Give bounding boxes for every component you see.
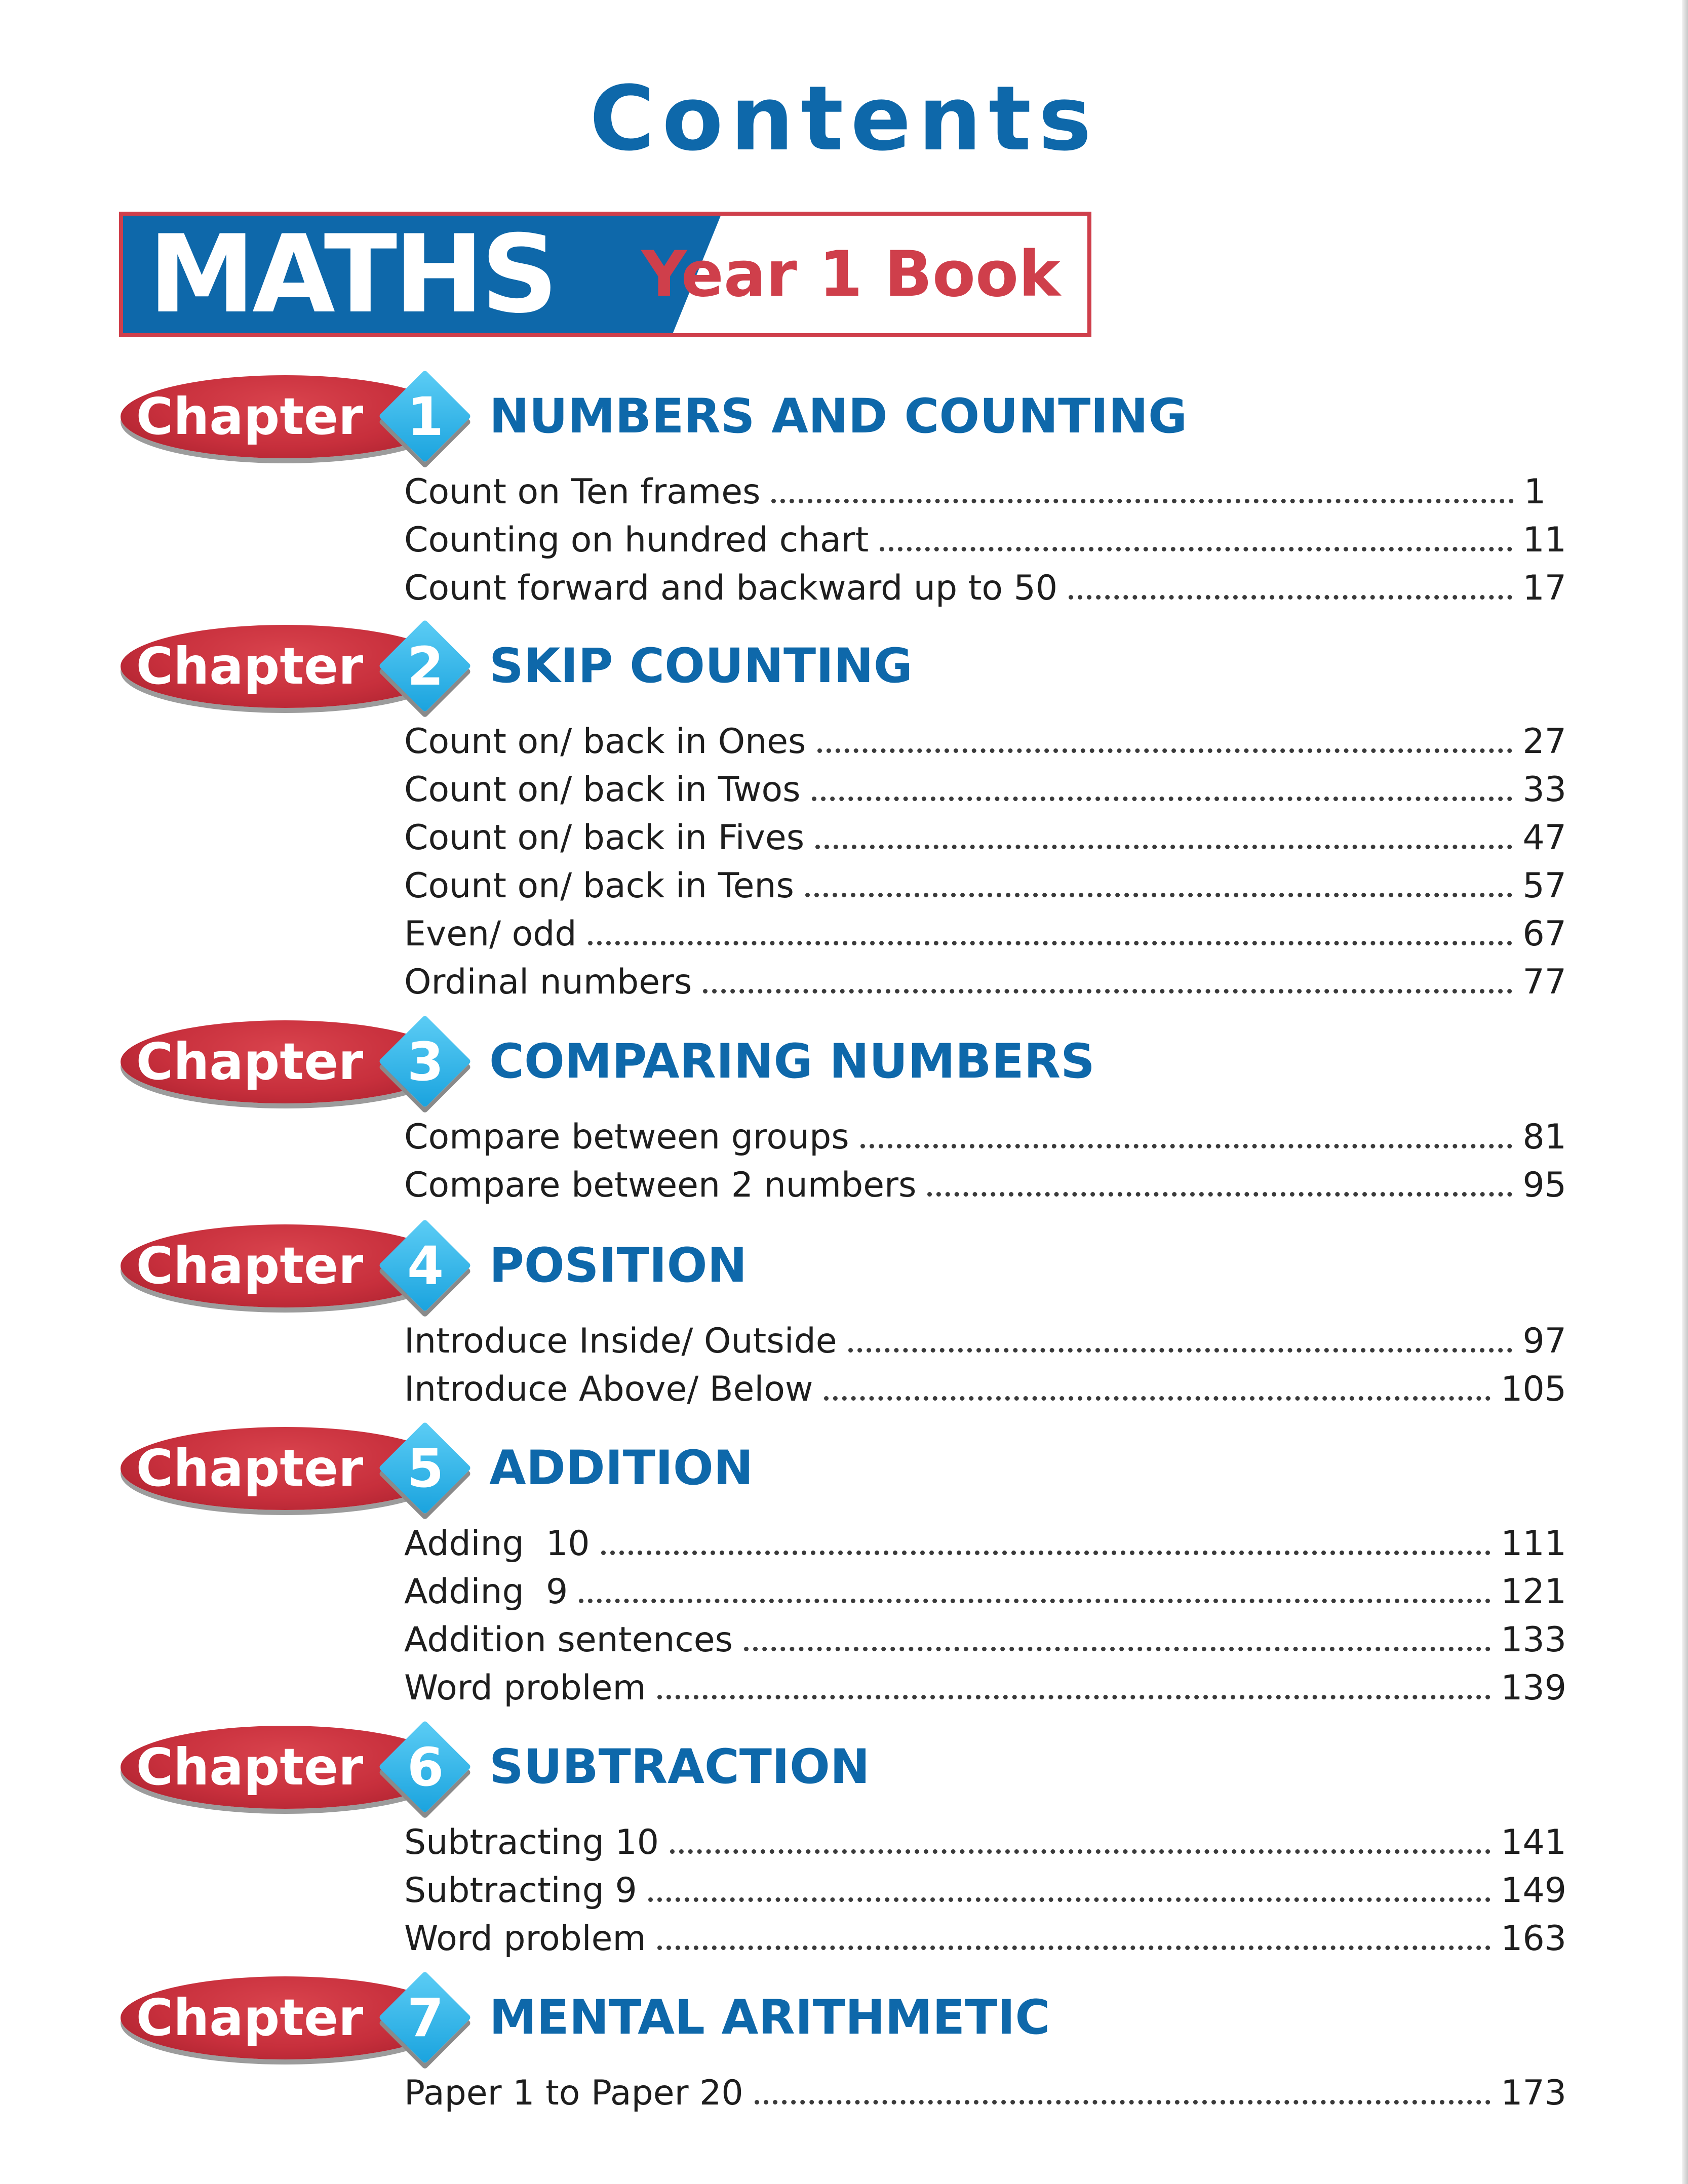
- chapter-label: Chapter: [136, 1439, 364, 1498]
- chapter-title: MENTAL ARITHMETIC: [489, 1990, 1050, 2045]
- toc-entry[interactable]: [404, 1867, 1566, 1915]
- dot-leader: [657, 1938, 1490, 1950]
- toc-entry[interactable]: [404, 564, 1566, 612]
- page-number: 133: [1501, 1620, 1566, 1660]
- toc-entry[interactable]: [404, 1113, 1566, 1161]
- chapter-number: 6: [407, 1736, 444, 1798]
- page-number: 27: [1522, 722, 1566, 762]
- page-number: 163: [1501, 1919, 1566, 1959]
- topic-list: [404, 1818, 1566, 1963]
- toc-entry[interactable]: [404, 1161, 1566, 1209]
- chapter-title: SUBTRACTION: [489, 1739, 870, 1795]
- dot-leader: [812, 789, 1513, 801]
- page-number: 57: [1522, 866, 1566, 906]
- toc-entry[interactable]: [404, 766, 1566, 814]
- topic-name: Introduce Above/ Below: [404, 1369, 813, 1409]
- dot-leader: [588, 934, 1513, 945]
- chapter-title: SKIP COUNTING: [489, 639, 913, 694]
- chapter-label: Chapter: [136, 1737, 364, 1797]
- dot-leader: [771, 492, 1514, 503]
- chapter-number: 4: [407, 1235, 444, 1297]
- topic-name: Paper 1 to Paper 20: [404, 2073, 743, 2113]
- topic-name: Count forward and backward up to 50: [404, 568, 1058, 608]
- toc-entry[interactable]: [404, 1520, 1566, 1568]
- chapter-label: Chapter: [136, 1236, 364, 1295]
- toc-entry[interactable]: [404, 1365, 1566, 1413]
- page-number: 105: [1501, 1369, 1566, 1409]
- book-banner: [119, 212, 1091, 337]
- dot-leader: [817, 741, 1513, 753]
- topic-name: Counting on hundred chart: [404, 520, 869, 560]
- page-number: 1: [1524, 472, 1546, 512]
- toc-entry[interactable]: [404, 1568, 1566, 1616]
- page-number: 149: [1501, 1871, 1566, 1911]
- page-number: 173: [1501, 2073, 1566, 2113]
- topic-name: Compare between groups: [404, 1117, 849, 1157]
- page-number: 97: [1522, 1321, 1566, 1361]
- toc-entry[interactable]: [404, 958, 1566, 1006]
- toc-entry[interactable]: [404, 1616, 1566, 1664]
- toc-entry[interactable]: [404, 1664, 1566, 1712]
- chapter-title: NUMBERS AND COUNTING: [489, 389, 1188, 444]
- topic-name: Ordinal numbers: [404, 962, 692, 1002]
- dot-leader: [927, 1185, 1512, 1197]
- topic-name: Subtracting 10: [404, 1822, 659, 1862]
- chapter-title: ADDITION: [489, 1441, 754, 1496]
- dot-leader: [648, 1890, 1490, 1902]
- topic-name: Addition sentences: [404, 1620, 733, 1660]
- topic-list: [404, 468, 1566, 612]
- topic-name: Count on/ back in Twos: [404, 770, 801, 810]
- dot-leader: [824, 1389, 1490, 1401]
- page-edge-shadow: [1682, 0, 1688, 2184]
- dot-leader: [579, 1592, 1490, 1603]
- toc-entry[interactable]: [404, 1915, 1566, 1963]
- toc-entry[interactable]: [404, 910, 1566, 958]
- page-number: 77: [1522, 962, 1566, 1002]
- dot-leader: [703, 982, 1512, 994]
- toc-entry[interactable]: [404, 516, 1566, 564]
- page-number: 139: [1501, 1668, 1566, 1708]
- page-title: Contents: [589, 67, 1099, 171]
- page-number: 47: [1522, 818, 1566, 858]
- chapter-label: Chapter: [136, 1032, 364, 1091]
- topic-name: Even/ odd: [404, 914, 577, 954]
- topic-list: [404, 718, 1566, 1006]
- toc-entry[interactable]: [404, 1317, 1566, 1365]
- topic-name: Adding 10: [404, 1524, 590, 1564]
- topic-name: Adding 9: [404, 1572, 568, 1612]
- topic-list: [404, 1520, 1566, 1712]
- page-number: 111: [1501, 1524, 1566, 1564]
- chapter-label: Chapter: [136, 387, 364, 446]
- dot-leader: [670, 1842, 1490, 1854]
- chapter-title: POSITION: [489, 1238, 748, 1293]
- dot-leader: [805, 886, 1513, 897]
- banner-book-title: Year 1 Book: [641, 238, 1061, 311]
- dot-leader: [601, 1543, 1491, 1555]
- banner-subject: MATHS: [148, 212, 556, 337]
- topic-name: Word problem: [404, 1919, 646, 1959]
- topic-list: [404, 1113, 1566, 1209]
- toc-entry[interactable]: [404, 862, 1566, 910]
- page-number: 17: [1522, 568, 1566, 608]
- dot-leader: [755, 2093, 1491, 2104]
- topic-list: [404, 2069, 1566, 2117]
- chapter-label: Chapter: [136, 637, 364, 696]
- topic-name: Count on/ back in Ones: [404, 722, 806, 762]
- chapter-number: 2: [407, 636, 444, 697]
- topic-name: Subtracting 9: [404, 1871, 637, 1911]
- dot-leader: [657, 1688, 1490, 1699]
- page-number: 95: [1522, 1165, 1566, 1205]
- chapter-title: COMPARING NUMBERS: [489, 1034, 1095, 1089]
- toc-entry[interactable]: [404, 814, 1566, 862]
- page-number: 81: [1522, 1117, 1566, 1157]
- dot-leader: [860, 1137, 1513, 1148]
- topic-name: Introduce Inside/ Outside: [404, 1321, 837, 1361]
- chapter-label: Chapter: [136, 1988, 364, 2047]
- toc-entry[interactable]: [404, 1818, 1566, 1867]
- topic-name: Count on/ back in Tens: [404, 866, 794, 906]
- page-number: 141: [1501, 1822, 1566, 1862]
- page-number: 11: [1522, 520, 1566, 560]
- topic-name: Count on/ back in Fives: [404, 818, 805, 858]
- chapter-number: 1: [407, 386, 444, 448]
- page-number: 67: [1522, 914, 1566, 954]
- chapter-number: 5: [407, 1438, 444, 1499]
- chapter-number: 3: [407, 1031, 444, 1093]
- page-number: 33: [1522, 770, 1566, 810]
- page-number: 121: [1501, 1572, 1566, 1612]
- toc-entry[interactable]: [404, 468, 1566, 516]
- topic-name: Word problem: [404, 1668, 646, 1708]
- dot-leader: [815, 838, 1512, 849]
- dot-leader: [744, 1640, 1490, 1651]
- toc-entry[interactable]: [404, 2069, 1566, 2117]
- dot-leader: [1069, 588, 1512, 600]
- topic-list: [404, 1317, 1566, 1413]
- chapter-number: 7: [407, 1987, 444, 2049]
- topic-name: Compare between 2 numbers: [404, 1165, 917, 1205]
- toc-entry[interactable]: [404, 718, 1566, 766]
- dot-leader: [848, 1341, 1513, 1353]
- topic-name: Count on Ten frames: [404, 472, 761, 512]
- dot-leader: [880, 540, 1512, 551]
